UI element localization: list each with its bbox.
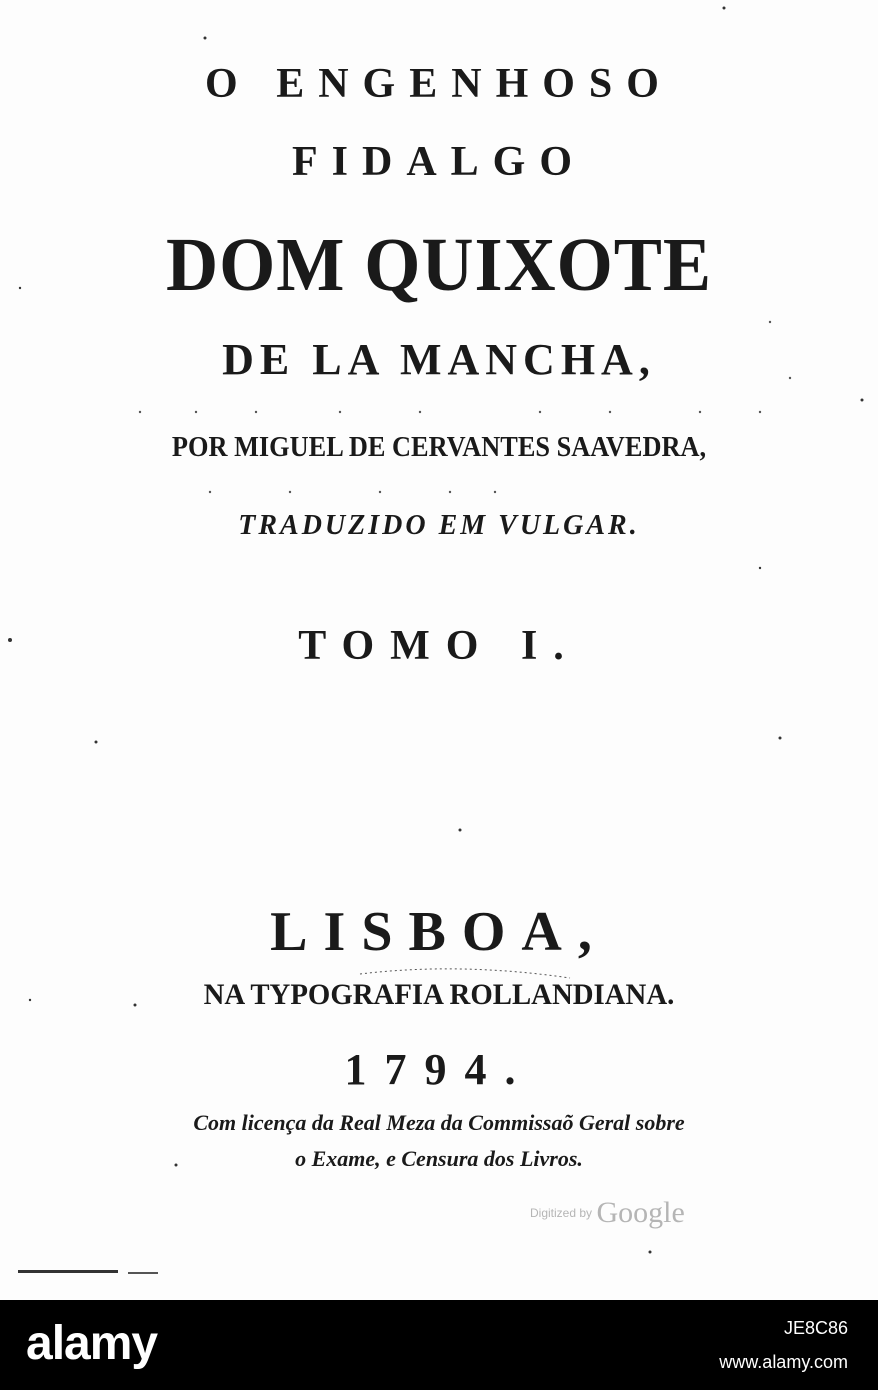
stock-footer-bar: [0, 1300, 878, 1390]
digitized-prefix: Digitized by: [530, 1206, 593, 1220]
imprint-city: LISBOA,: [270, 901, 608, 963]
volume-label: TOMO I.: [298, 623, 580, 669]
imprint-printer: NA TYPOGRAFIA ROLLANDIANA.: [203, 978, 675, 1011]
image-id: JE8C86: [783, 1318, 848, 1338]
google-brand: Google: [596, 1196, 685, 1229]
license-line-2: o Exame, e Censura dos Livros.: [295, 1146, 583, 1171]
google-digitized-watermark: [530, 1196, 685, 1230]
author-line: POR MIGUEL DE CERVANTES SAAVEDRA,: [171, 432, 707, 463]
license-line-1: Com licença da Real Meza da Commissaõ Geral sobre: [193, 1110, 685, 1135]
alamy-logo: alamy: [26, 1317, 158, 1370]
translation-line: TRADUZIDO EM VULGAR.: [238, 510, 640, 541]
title-line-dom-quixote: DOM QUIXOTE: [166, 223, 712, 307]
title-line-engenhoso: O ENGENHOSO: [205, 61, 673, 107]
title-line-fidalgo: FIDALGO: [291, 139, 586, 185]
stock-url: www.alamy.com: [719, 1352, 848, 1372]
imprint-year: 1794.: [344, 1045, 534, 1094]
title-line-de-la-mancha: DE LA MANCHA,: [222, 335, 656, 384]
